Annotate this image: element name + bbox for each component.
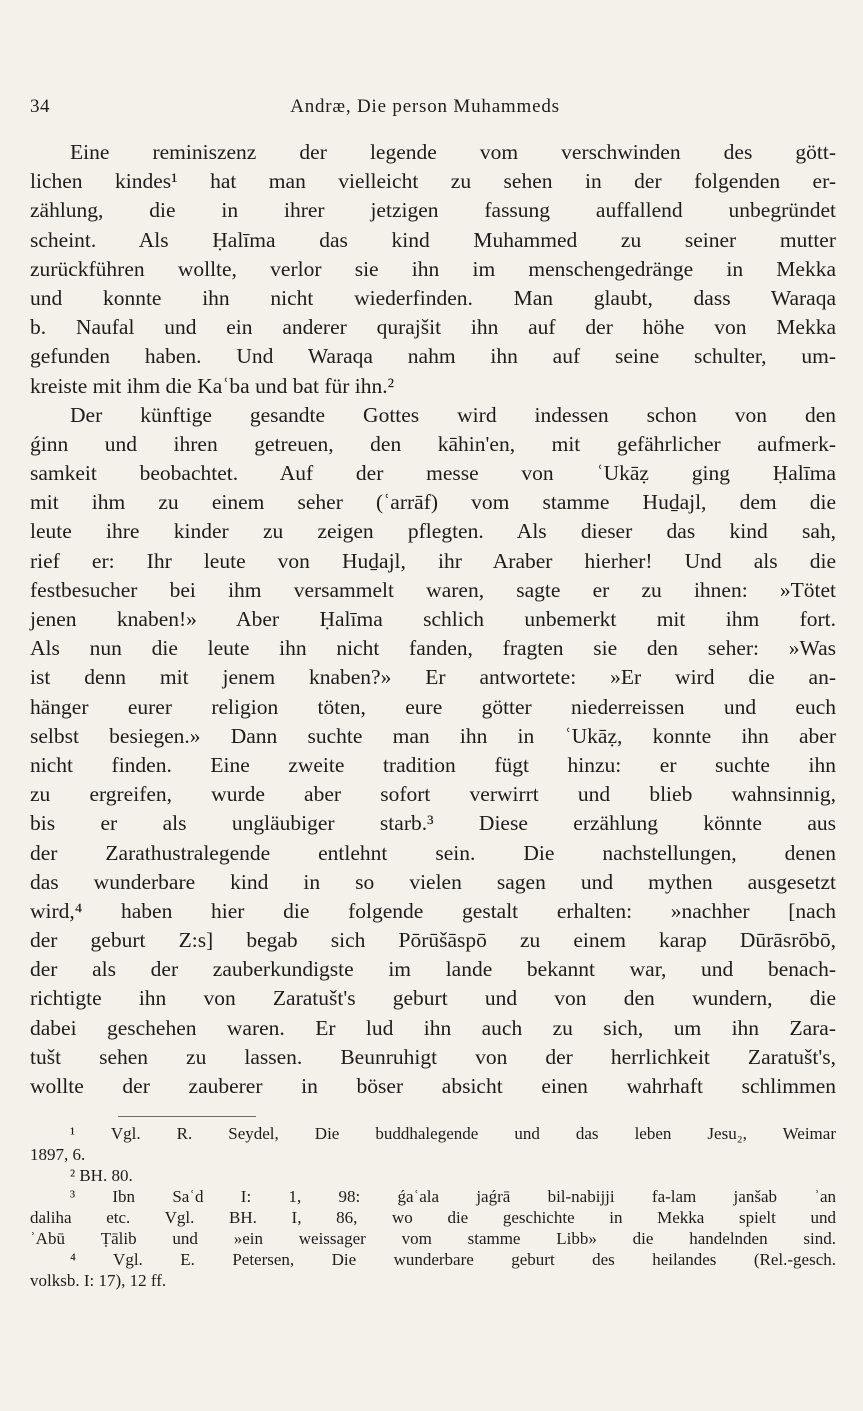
footnote-line: ³ Ibn Saʿd I: 1, 98: ǵaʿala jaǵrā bil-nabijji fa-lam janšab ʾan [70, 1187, 836, 1206]
footnote-line: ² BH. 80. [70, 1166, 133, 1185]
body-line: lichen kindes¹ hat man vielleicht zu sehen in der folgenden er- [30, 169, 836, 194]
footnote-line: ʾAbū Ṭālib und »ein weissager vom stamme Libb» die handelnden sind. [30, 1229, 836, 1248]
body-line: leute ihre kinder zu zeigen pflegten. Als dieser das kind sah, [30, 519, 836, 544]
body-line: samkeit beobachtet. Auf der messe von ʿUkāẓ ging Ḥalīma [30, 461, 836, 486]
running-title: Andræ, Die person Muhammeds [290, 96, 560, 117]
body-line: hänger eurer religion töten, eure götter niederreissen und euch [30, 694, 836, 719]
body-text [30, 138, 836, 1101]
body-line: zählung, die in ihrer jetzigen fassung auffallend unbegründet [30, 198, 836, 223]
body-line: gefunden haben. Und Waraqa nahm ihn auf seine schulter, um- [30, 344, 836, 369]
body-line: b. Naufal und ein anderer qurajšit ihn auf der höhe von Mekka [30, 315, 836, 340]
body-line: bis er als ungläubiger starb.³ Diese erzählung könnte aus [30, 811, 836, 836]
body-line: festbesucher bei ihm versammelt waren, sagte er zu ihnen: »Tötet [30, 577, 836, 602]
footnote-line: volksb. I: 17), 12 ff. [30, 1271, 167, 1290]
body-line: scheint. Als Ḥalīma das kind Muhammed zu seiner mutter [30, 227, 836, 252]
body-line: kreiste mit ihm die Kaʿba und bat für ihn.² [30, 373, 395, 398]
footnotes [30, 1123, 836, 1291]
footnote-line: ⁴ Vgl. E. Petersen, Die wunderbare geburt des heilandes (Rel.-gesch. [70, 1250, 836, 1269]
body-line: selbst besiegen.» Dann suchte man ihn in ʿUkāẓ, konnte ihn aber [30, 723, 836, 748]
body-line: der als der zauberkundigste im lande bekannt war, und benach- [30, 957, 836, 982]
footnote-divider [118, 1116, 256, 1117]
body-line: der Zarathustralegende entlehnt sein. Die nachstellungen, denen [30, 840, 836, 865]
body-line: tušt sehen zu lassen. Beunruhigt von der herrlichkeit Zaratušt's, [30, 1044, 836, 1069]
body-line: Eine reminiszenz der legende vom verschwinden des gött- [70, 140, 836, 164]
body-line: das wunderbare kind in so vielen sagen und mythen ausgesetzt [30, 869, 836, 894]
body-line: ǵinn und ihren getreuen, den kāhin'en, mit gefährlicher aufmerk- [30, 431, 836, 456]
body-line: und konnte ihn nicht wiederfinden. Man glaubt, dass Waraqa [30, 285, 836, 310]
page-number: 34 [30, 96, 50, 117]
footnote-line: 1897, 6. [30, 1145, 86, 1164]
body-line: Der künftige gesandte Gottes wird indessen schon von den [70, 402, 836, 427]
footnote-line: daliha etc. Vgl. BH. I, 86, wo die geschichte in Mekka spielt und [30, 1208, 836, 1227]
body-line: wird,⁴ haben hier die folgende gestalt erhalten: »nachher [nach [30, 898, 836, 923]
running-head [30, 96, 820, 122]
body-line: ist denn mit jenem knaben?» Er antwortete: »Er wird die an- [30, 665, 836, 690]
footnote-line: ¹ Vgl. R. Seydel, Die buddhalegende und das leben Jesu₂, Weimar [70, 1124, 836, 1143]
body-line: nicht finden. Eine zweite tradition fügt hinzu: er suchte ihn [30, 752, 836, 777]
body-line: Als nun die leute ihn nicht fanden, fragten sie den seher: »Was [30, 636, 836, 661]
body-line: rief er: Ihr leute von Huḏajl, ihr Araber hierher! Und als die [30, 548, 836, 573]
body-line: mit ihm zu einem seher (ʿarrāf) vom stamme Huḏajl, dem die [30, 490, 836, 515]
body-line: dabei geschehen waren. Er lud ihn auch zu sich, um ihn Zara- [30, 1015, 836, 1040]
body-line: der geburt Z:s] begab sich Pōrūšāspō zu einem karap Dūrāsrōbō, [30, 928, 836, 953]
body-line: richtigte ihn von Zaratušt's geburt und von den wundern, die [30, 986, 836, 1011]
body-line: wollte der zauberer in böser absicht einen wahrhaft schlimmen [30, 1074, 836, 1098]
body-line: zu ergreifen, wurde aber sofort verwirrt und blieb wahnsinnig, [30, 782, 836, 807]
body-line: zurückführen wollte, verlor sie ihn im menschengedränge in Mekka [30, 256, 836, 281]
body-line: jenen knaben!» Aber Ḥalīma schlich unbemerkt mit ihm fort. [30, 607, 836, 631]
